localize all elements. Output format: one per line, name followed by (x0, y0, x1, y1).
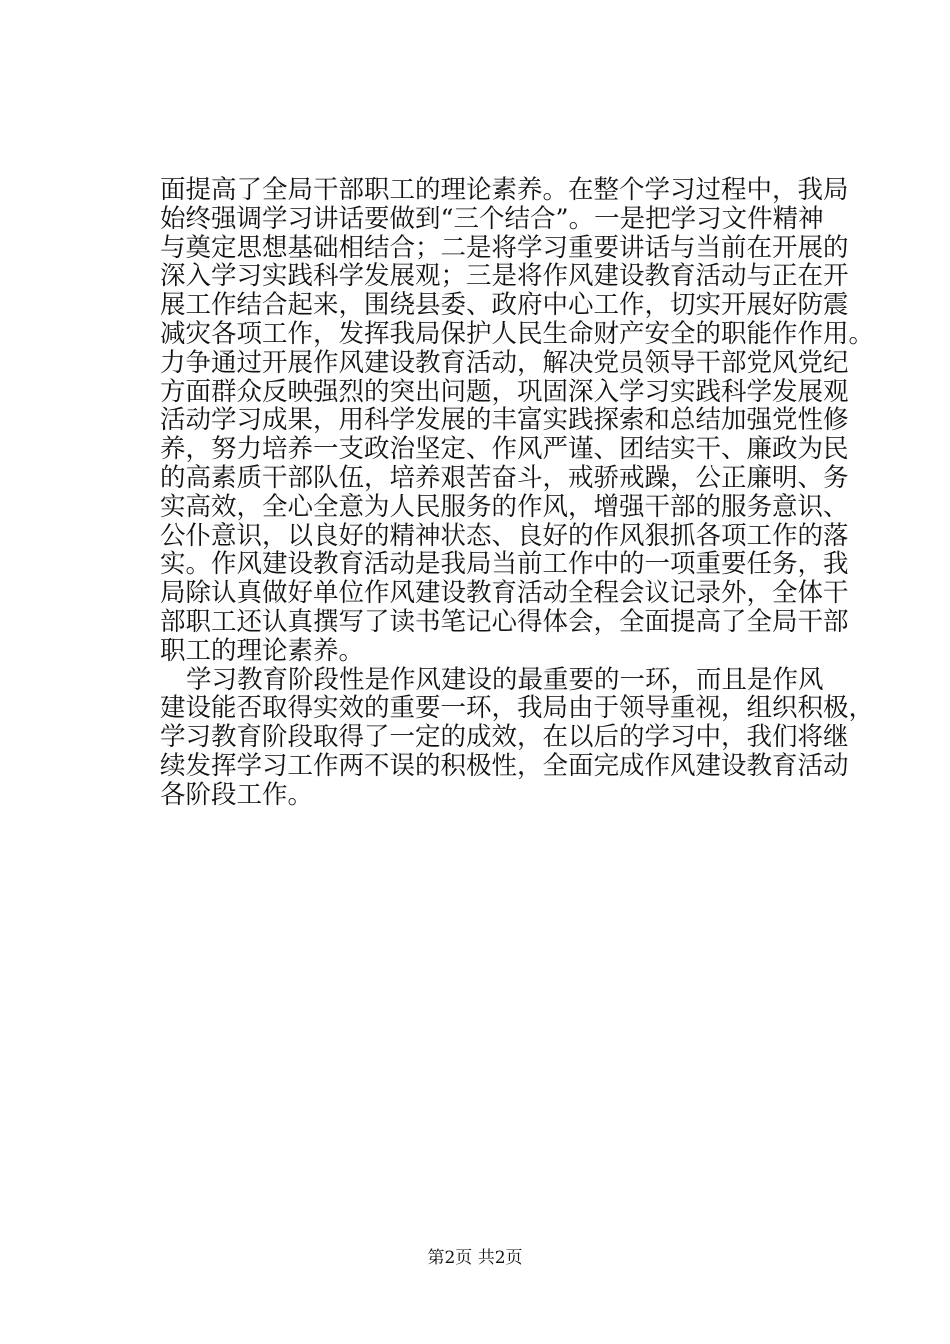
text-line: 力争通过开展作风建设教育活动，解决党员领导干部党风党纪 (160, 347, 849, 378)
document-body (160, 175, 875, 810)
text-line: 活动学习成果，用科学发展的丰富实践探索和总结加强党性修 (160, 405, 849, 436)
text-line: 与奠定思想基础相结合；二是将学习重要讲话与当前在开展的 (160, 232, 849, 263)
text-line: 局除认真做好单位作风建设教育活动全程会议记录外，全体干 (160, 578, 849, 609)
text-line: 学习教育阶段性是作风建设的最重要的一环，而且是作风 (186, 664, 824, 695)
text-line: 面提高了全局干部职工的理论素养。在整个学习过程中，我局 (160, 175, 849, 205)
text-line: 深入学习实践科学发展观；三是将作风建设教育活动与正在开 (160, 261, 849, 292)
text-line: 的高素质干部队伍，培养艰苦奋斗，戒骄戒躁，公正廉明、务 (160, 462, 849, 493)
text-line: 减灾各项工作，发挥我局保护人民生命财产安全的职能作作用。 (160, 318, 875, 349)
page-number-footer: 第2页 共2页 (427, 1248, 523, 1268)
text-line: 公仆意识，以良好的精神状态、良好的作风狠抓各项工作的落 (160, 520, 849, 551)
text-line: 方面群众反映强烈的突出问题，巩固深入学习实践科学发展观 (160, 376, 849, 407)
text-line: 部职工还认真撰写了读书笔记心得体会，全面提高了全局干部 (160, 606, 849, 637)
text-line: 实高效，全心全意为人民服务的作风，增强干部的服务意识、 (160, 491, 849, 522)
text-line: 始终强调学习讲话要做到“三个结合”。一是把学习文件精神 (160, 203, 824, 234)
text-line: 各阶段工作。 (160, 779, 314, 810)
text-line: 展工作结合起来，围绕县委、政府中心工作，切实开展好防震 (160, 290, 849, 321)
paragraph-2 (160, 664, 875, 810)
text-line: 学习教育阶段取得了一定的成效，在以后的学习中，我们将继 (160, 722, 849, 753)
text-line: 续发挥学习工作两不误的积极性，全面完成作风建设教育活动 (160, 750, 849, 781)
text-line: 职工的理论素养。 (160, 635, 365, 666)
text-line: 建设能否取得实效的重要一环，我局由于领导重视，组织积极， (160, 693, 875, 724)
text-line: 养，努力培养一支政治坚定、作风严谨、团结实干、廉政为民 (160, 434, 849, 465)
paragraph-1 (160, 175, 875, 666)
text-line: 实。作风建设教育活动是我局当前工作中的一项重要任务，我 (160, 549, 849, 580)
